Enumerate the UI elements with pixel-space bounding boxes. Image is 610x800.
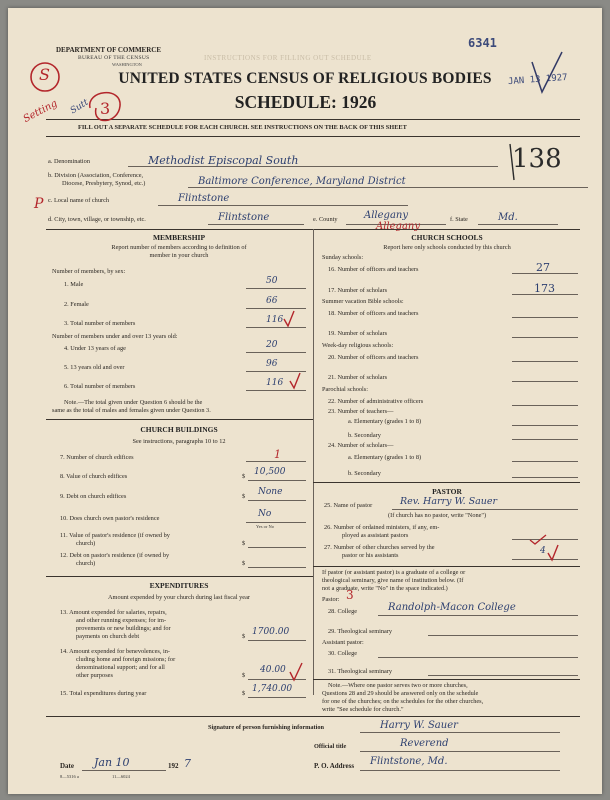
q26-label: 26. Number of ordained ministers, if any, em- [324,524,440,531]
q18-line [512,317,578,318]
q27-label-2: pastor or his assistants [342,552,399,559]
pastor-rule-2 [313,679,580,680]
q14-label: 14. Amount expended for benevolences, in- [60,648,170,655]
q13-value: 1700.00 [252,627,290,637]
q2-line [246,308,306,309]
q9-value: None [258,487,283,497]
state-line [478,224,558,225]
q20-line [512,361,578,362]
q13-label: 13. Amount expended for salaries, repairs, [60,609,167,616]
q16-value: 27 [536,261,550,274]
q25-label: 25. Name of pastor [324,502,373,509]
red-check-q3-icon [282,310,296,328]
local-name-line [158,205,408,206]
county-label: e. County [313,216,338,223]
red-annotation-p: P [34,196,44,212]
year-value: 7 [184,757,191,770]
q9-dollar: $ [242,493,246,500]
q14-dollar: $ [242,672,246,679]
check-mark-icon [528,48,568,98]
official-title-label: Official title [314,743,347,750]
city-town-label: d. City, town, village, or township, etc. [48,216,146,223]
q10-label: 10. Does church own pastor's residence [60,515,160,522]
q23-label: 23. Number of teachers— [328,408,394,415]
red-annotation-word: Setting [21,97,60,126]
q1-label: 1. Male [64,281,84,288]
red-check-q26-icon [528,534,548,546]
q13-dollar: $ [242,633,246,640]
membership-rule [46,419,313,420]
fill-note: FILL OUT A SEPARATE SCHEDULE FOR EACH CHURCH. SEE INSTRUCTIONS ON THE BACK OF THIS SHEET [78,124,407,131]
q11-dollar: $ [242,540,246,547]
red-annotation-number: 3 [100,99,111,118]
sunday-label: Sunday schools: [322,254,364,261]
date-label: Date [60,762,74,770]
q31-line [428,675,578,676]
weekday-label: Week-day religious schools: [322,342,394,349]
expenditures-title: EXPENDITURES [149,581,209,590]
membership-sub-1: Report number of members according to definition of [111,244,247,251]
official-title-line [360,751,560,752]
q4-value: 20 [266,340,278,350]
bureau-label: BUREAU OF THE CENSUS [78,55,150,61]
q19-label: 19. Number of scholars [328,330,388,337]
schools-title: CHURCH SCHOOLS [411,233,483,242]
document-number-stamp: 6341 [468,36,497,50]
q12-label: 12. Debt on pastor's residence (if owned by [60,552,170,559]
po-address-label: P. O. Address [314,762,355,770]
q19-line [512,337,578,338]
year-prefix: 192 [168,762,179,770]
date-line [82,770,166,771]
q17-label: 17. Number of scholars [328,287,388,294]
q10-line [246,522,306,523]
pencil-note: Sutt [68,97,91,117]
division-label-2: Diocese, Presbytery, Synod, etc.) [62,180,146,187]
q13-label-4: payments on church debt [76,633,140,640]
q3-label: 3. Total number of members [64,320,136,327]
denomination-label: a. Denomination [48,158,90,165]
q29-line [428,635,578,636]
q24a-label: a. Elementary (grades 1 to 8) [348,454,422,461]
q23b-label: b. Secondary [348,432,381,439]
q15-label: 15. Total expenditures during year [60,690,147,697]
q7-line [246,461,306,462]
graduate-note-2: theological seminary, give name of institution below. (If [322,577,464,584]
q26-label-2: ployed as assistant pastors [342,532,409,539]
q22-label: 22. Number of administrative officers [328,398,424,405]
division-value: Baltimore Conference, Maryland District [198,176,406,187]
q28-value: Randolph-Macon College [388,602,516,613]
q28-label: 28. College [328,608,358,615]
q15-dollar: $ [242,690,246,697]
buildings-rule [46,576,313,577]
schools-rule [313,482,580,483]
q1-value: 50 [266,276,278,286]
buildings-sub: See instructions, paragraphs 10 to 12 [132,438,226,445]
pen-stroke-icon [504,142,520,182]
assistant-pastor-label: Assistant pastor: [322,639,364,646]
q10-value: No [258,509,272,519]
q18-label: 18. Number of officers and teachers [328,310,419,317]
city-town-value: Flintstone [218,212,270,223]
q5-label: 5. 13 years old and over [64,364,125,371]
local-name-label: c. Local name of church [48,197,110,204]
q3-value: 116 [266,315,284,325]
q10-hint: Yes or No [256,524,275,529]
faint-instructions-text: INSTRUCTIONS FOR FILLING OUT SCHEDULE [204,54,372,62]
city-town-line [208,224,304,225]
date-value: Jan 10 [94,756,130,769]
schedule-title: SCHEDULE: 1926 [234,92,377,112]
q11-label-2: church) [76,540,96,547]
q22-line [512,405,578,406]
q8-dollar: $ [242,473,246,480]
q31-label: 31. Theological seminary [328,668,393,675]
q9-label: 9. Debt on church edifices [60,493,127,500]
red-annotation-county: Allegany [376,221,420,232]
q7-label: 7. Number of church edifices [60,454,134,461]
q8-label: 8. Value of church edifices [60,473,128,480]
form-title: UNITED STATES CENSUS OF RELIGIOUS BODIES [118,70,492,87]
form-number: 8—5316 a [60,774,79,779]
q21-line [512,381,578,382]
membership-note-2: same as the total of males and females given under Question 3. [52,407,211,414]
state-label: f. State [450,216,468,223]
census-schedule-sheet [8,8,602,794]
print-number: 11—6024 [112,774,130,779]
q30-line [378,657,578,658]
q29-label: 29. Theological seminary [328,628,393,635]
pastor-rule [313,566,580,567]
graduate-note-3: not a graduate, write "No" in the space indicated.) [322,585,448,592]
q12-line [248,567,306,568]
q25-hint: (If church has no pastor, write "None") [388,512,487,519]
signature-value: Harry W. Sauer [380,720,458,731]
q27-line [512,559,578,560]
graduate-note-1: If pastor (or assistant pastor) is a graduate of a college or [322,569,466,576]
vacation-label: Summer vacation Bible schools: [322,298,404,305]
q13-label-2: and other running expenses; for im- [76,617,167,624]
signature-label: Signature of person furnishing information [208,724,325,731]
pastor-sub-label: Pastor: [322,596,340,603]
q24b-label: b. Secondary [348,470,381,477]
q14-label-2: cluding home and foreign missions; for [76,656,176,663]
q2-label: 2. Female [64,301,89,308]
pastor-note-2: Questions 28 and 29 should be answered only on the schedule [322,690,479,697]
age-head-label: Number of members under and over 13 years old: [52,333,178,340]
red-annotation-s: S [39,65,50,84]
q4-line [246,352,306,353]
q16-label: 16. Number of officers and teachers [328,266,419,273]
q6-line [246,390,306,391]
q7-value: 1 [274,448,281,461]
q24-label: 24. Number of scholars— [328,442,394,449]
red-check-q14-icon [288,662,304,682]
q14-label-4: other purposes [76,672,113,679]
q2-value: 66 [266,296,278,306]
membership-title: MEMBERSHIP [152,233,206,242]
q23a-line [512,425,578,426]
q15-value: 1,740.00 [252,684,293,694]
q24a-line [512,461,578,462]
red-check-q27-icon [546,544,560,562]
pastor-note-1: Note.—Where one pastor serves two or more churches, [328,682,468,689]
q12-label-2: church) [76,560,96,567]
q23b-line [512,439,578,440]
q14-value: 40.00 [260,665,286,675]
q24b-line [512,477,578,478]
official-title-value: Reverend [400,738,449,749]
division-label: b. Division (Association, Conference, [48,172,144,179]
q4-label: 4. Under 13 years of age [64,345,126,352]
q21-label: 21. Number of scholars [328,374,388,381]
denomination-value: Methodist Episcopal South [148,154,299,167]
q14-label-3: denominational support; and for all [76,664,165,671]
q8-value: 10,500 [254,467,286,477]
pastor-note-4: write "See schedule for church." [322,706,404,713]
q1-line [246,288,306,289]
q11-line [248,547,306,548]
expenditures-sub: Amount expended by your church during last fiscal year [108,594,250,601]
pastor-note-3: for one of the churches; on the schedules for the other churches, [322,698,484,705]
q23a-label: a. Elementary (grades 1 to 8) [348,418,422,425]
big-handwritten-number: 138 [512,144,562,174]
pastor-title: PASTOR [432,487,462,496]
membership-note-1: Note.—The total given under Question 6 should be the [64,399,203,406]
header-rule-2 [46,136,580,137]
schools-sub: Report here only schools conducted by this church [383,244,511,251]
division-line [188,187,588,188]
q20-label: 20. Number of officers and teachers [328,354,419,361]
red-check-q6-icon [288,372,302,390]
q8-line [248,480,306,481]
q15-line [248,697,306,698]
q3-line [246,327,306,328]
local-name-value: Flintstone [178,193,230,204]
po-address-line [360,770,560,771]
received-date-stamp: JAN 13 1927 [507,72,568,88]
q17-value: 173 [534,282,555,295]
q25-line [392,509,578,510]
q13-label-3: provements or new buildings; and for [76,625,171,632]
q25-value: Rev. Harry W. Sauer [400,496,498,507]
parochial-label: Parochial schools: [322,386,368,393]
po-address-value: Flintstone, Md. [370,756,448,767]
city-label: WASHINGTON [112,62,142,67]
footer-rule [46,716,580,717]
department-label: DEPARTMENT OF COMMERCE [56,46,162,54]
by-sex-label: Number of members, by sex: [52,268,126,275]
column-divider [313,229,314,695]
red-annotation-pastor: 3 [346,588,354,602]
signature-line [360,732,560,733]
state-value: Md. [498,212,518,223]
county-value: Allegany [364,210,408,221]
q11-label: 11. Value of pastor's residence (if owned by [60,532,170,539]
q30-label: 30. College [328,650,358,657]
q27-value: 4 [540,546,546,556]
q5-value: 96 [266,359,278,369]
buildings-title: CHURCH BUILDINGS [140,425,218,434]
q6-value: 116 [266,378,284,388]
q9-line [248,500,306,501]
q27-label: 27. Number of other churches served by the [324,544,435,551]
q12-dollar: $ [242,560,246,567]
membership-sub-2: member in your church [149,252,209,259]
q13-line [248,640,306,641]
q6-label: 6. Total number of members [64,383,136,390]
q28-line [378,615,578,616]
